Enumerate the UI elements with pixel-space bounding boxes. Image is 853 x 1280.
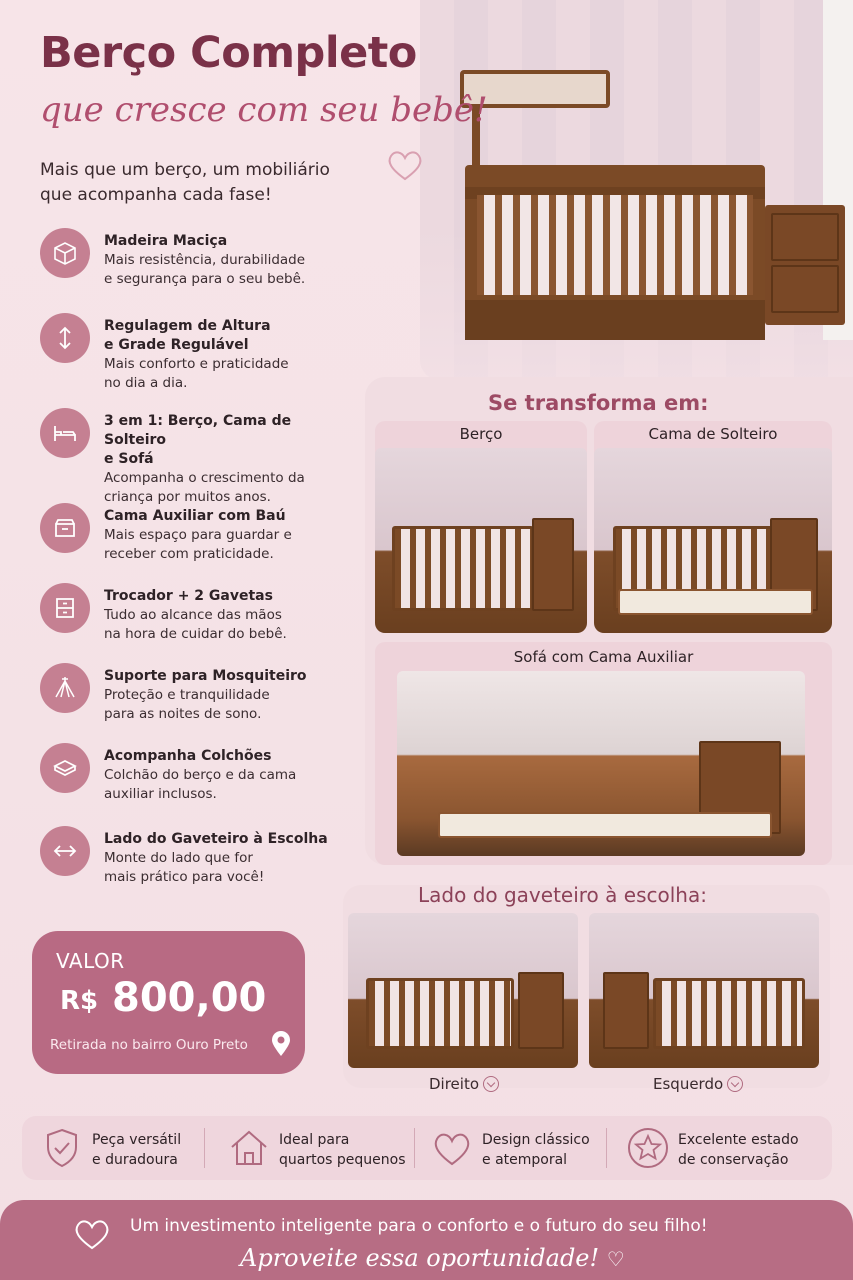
left-side-photo xyxy=(589,913,819,1068)
crib xyxy=(465,165,765,340)
price-card xyxy=(32,931,305,1074)
option-card-crib: Berço xyxy=(375,421,587,633)
footer-cta: Aproveite essa oportunidade! ♡ xyxy=(240,1244,625,1272)
house-icon xyxy=(227,1126,271,1170)
right-option[interactable]: Direito xyxy=(429,1075,499,1093)
badge-item: Ideal para quartos pequenos xyxy=(227,1116,427,1180)
drawer-side-panel xyxy=(343,883,830,1093)
heart-icon xyxy=(385,145,425,185)
star-icon xyxy=(626,1126,670,1170)
transform-heading: Se transforma em: xyxy=(488,391,709,415)
chevron-down-icon xyxy=(483,1076,499,1092)
heart-icon xyxy=(430,1126,474,1170)
intro-text: Mais que um berço, um mobiliário que acompanha cada fase! xyxy=(40,160,330,205)
transform-panel xyxy=(365,377,853,865)
footer-tagline: Um investimento inteligente para o conforto e o futuro do seu filho! xyxy=(130,1216,708,1236)
badge-item: Excelente estado de conservação xyxy=(626,1116,826,1180)
chevron-down-icon xyxy=(727,1076,743,1092)
left-option[interactable]: Esquerdo xyxy=(653,1075,743,1093)
shield-check-icon xyxy=(40,1126,84,1170)
crib-photo xyxy=(375,448,587,633)
badge-item: Peça versátil e duradoura xyxy=(40,1116,210,1180)
page-title: Berço Completo xyxy=(40,28,417,78)
hero-crib-photo xyxy=(420,0,853,380)
location-pin-icon xyxy=(270,1031,292,1057)
right-side-photo xyxy=(348,913,578,1068)
benefit-badges xyxy=(22,1116,832,1180)
crib-dresser xyxy=(765,205,845,325)
price-label: VALOR xyxy=(56,949,125,973)
price-value: 800,00 xyxy=(112,975,267,1021)
price-currency: R$ xyxy=(60,986,99,1016)
left-right-arrow-icon xyxy=(40,826,90,876)
sofa-photo xyxy=(397,671,805,856)
chest-icon xyxy=(40,503,90,553)
option-card-sofa: Sofá com Cama Auxiliar xyxy=(375,642,832,865)
footer-banner xyxy=(0,1200,853,1280)
mattress-icon xyxy=(40,743,90,793)
badge-item: Design clássico e atemporal xyxy=(430,1116,610,1180)
bed-icon xyxy=(40,408,90,458)
page-subtitle: que cresce com seu bebê! xyxy=(40,90,488,130)
pickup-note: Retirada no bairro Ouro Preto xyxy=(50,1037,248,1053)
heart-icon: ♡ xyxy=(606,1247,625,1271)
up-down-arrow-icon xyxy=(40,313,90,363)
side-heading: Lado do gaveteiro à escolha: xyxy=(418,883,707,907)
option-card-single-bed: Cama de Solteiro xyxy=(594,421,832,633)
mosquito-net-icon xyxy=(40,663,90,713)
heart-icon xyxy=(72,1214,112,1254)
drawers-icon xyxy=(40,583,90,633)
box-icon xyxy=(40,228,90,278)
single-bed-photo xyxy=(594,448,832,633)
